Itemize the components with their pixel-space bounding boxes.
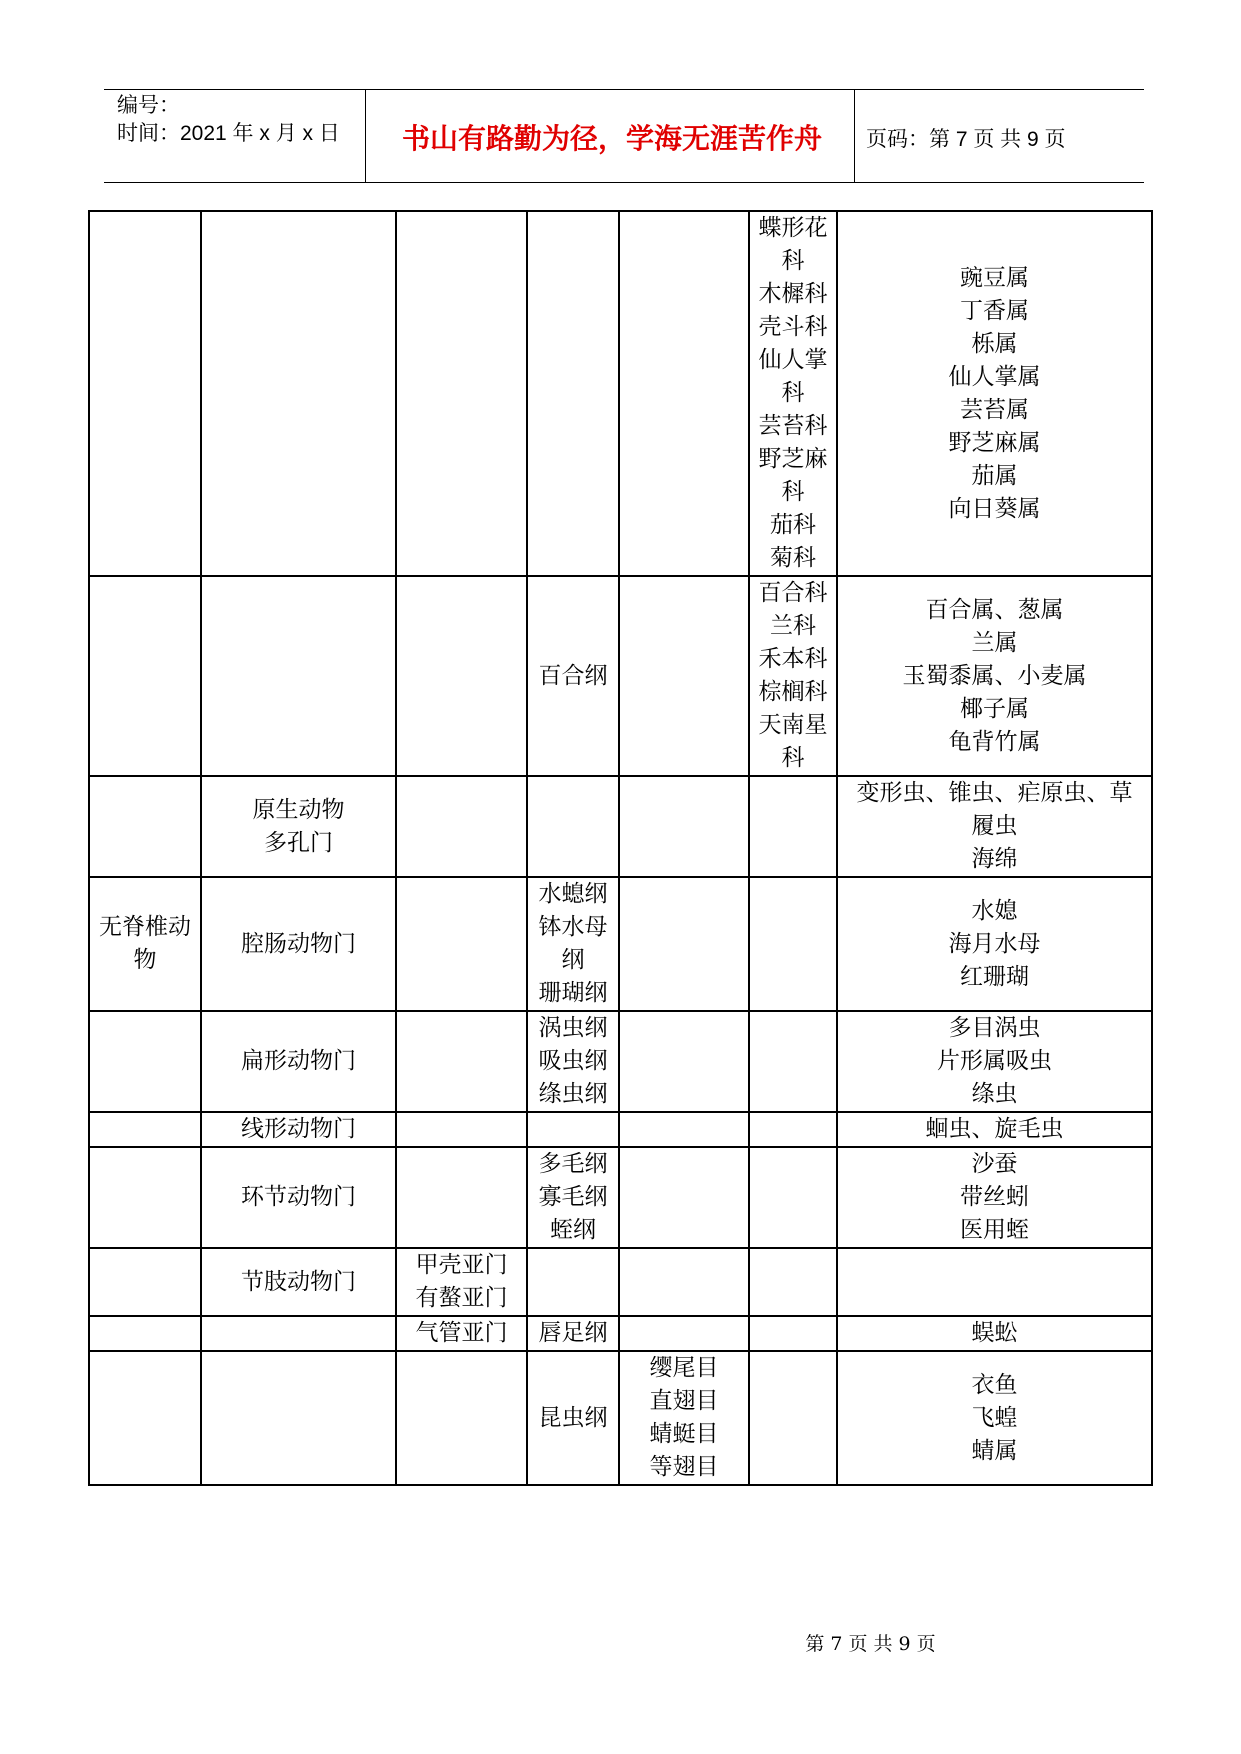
table-cell [396, 877, 527, 1011]
table-cell [201, 1351, 396, 1485]
cell-line: 绦虫纲 [538, 1081, 608, 1107]
table-row [89, 776, 1152, 877]
table-cell [527, 211, 619, 576]
table-row [89, 211, 1152, 576]
cell-line: 珊瑚纲 [538, 980, 608, 1006]
table-cell [619, 1351, 749, 1485]
table-cell [619, 1147, 749, 1248]
table-cell [201, 877, 396, 1011]
cell-line: 海绵 [971, 846, 1018, 872]
table-cell [396, 1011, 527, 1112]
table-cell [527, 576, 619, 776]
cell-line: 甲壳亚门 [415, 1252, 508, 1278]
table-cell [201, 1316, 396, 1351]
header-top-rule [104, 89, 1144, 90]
table-cell [89, 776, 201, 877]
table-cell [837, 877, 1152, 1011]
table-cell [201, 1011, 396, 1112]
table-cell [89, 877, 201, 1011]
cell-text: 蛔虫、旋毛虫 [925, 1116, 1064, 1142]
header-divider-left [365, 89, 366, 182]
cell-line: 寡毛纲 [538, 1184, 608, 1210]
cell-line: 涡虫纲 [538, 1015, 608, 1041]
cell-line: 科 [781, 380, 805, 406]
cell-line: 海月水母 [948, 930, 1041, 957]
table-row [89, 1316, 1152, 1351]
table-cell [749, 776, 837, 877]
cell-line: 百合科 [758, 580, 828, 606]
cell-text: 蜈蚣 [971, 1320, 1018, 1346]
cell-line: 带丝蚓 [960, 1184, 1029, 1210]
cell-line: 缨尾目 [649, 1355, 719, 1381]
cell-line: 芸苔属 [960, 396, 1029, 423]
cell-line: 无脊椎动 [99, 914, 191, 940]
cell-text: 线形动物门 [241, 1116, 356, 1142]
cell-line: 豌豆属 [960, 264, 1029, 291]
cell-text: 腔肠动物门 [241, 930, 356, 957]
cell-line: 水螅纲 [538, 881, 608, 907]
cell-text: 唇足纲 [538, 1320, 608, 1346]
cell-line: 壳斗科 [758, 314, 828, 340]
cell-line: 红珊瑚 [960, 963, 1029, 990]
cell-line: 向日葵属 [948, 495, 1041, 522]
table-cell [396, 776, 527, 877]
cell-line: 椰子属 [960, 695, 1029, 722]
cell-line: 钵水母 [538, 914, 608, 940]
table-cell [89, 1316, 201, 1351]
header-page-info: 页码：第 7 页 共 9 页 [866, 128, 1066, 151]
cell-line: 原生动物 [252, 796, 345, 823]
table-cell [89, 1112, 201, 1147]
header-bottom-rule [104, 182, 1144, 183]
cell-line: 芸苔科 [758, 413, 828, 439]
cell-text: 环节动物门 [241, 1184, 356, 1210]
table-cell [749, 1011, 837, 1112]
table-cell [396, 1351, 527, 1485]
cell-line: 纲 [561, 947, 585, 973]
cell-line: 等翅目 [649, 1454, 719, 1480]
cell-line: 科 [781, 248, 805, 274]
table-cell [201, 776, 396, 877]
table-cell [396, 1112, 527, 1147]
table-cell [619, 877, 749, 1011]
cell-line: 蜻蜓目 [649, 1421, 719, 1447]
cell-line: 棕榈科 [758, 679, 828, 705]
table-cell [396, 1147, 527, 1248]
cell-line: 多目涡虫 [948, 1015, 1041, 1041]
table-cell [837, 576, 1152, 776]
header-motto: 书山有路勤为径，学海无涯苦作舟 [401, 122, 822, 155]
table-row [89, 1011, 1152, 1112]
header-meta [117, 92, 340, 148]
table-cell [619, 1011, 749, 1112]
cell-line: 蜻属 [971, 1437, 1018, 1464]
table-cell [89, 1011, 201, 1112]
cell-line: 仙人掌属 [948, 363, 1041, 390]
table-row [89, 1351, 1152, 1485]
table-cell [619, 1316, 749, 1351]
table-cell [749, 1112, 837, 1147]
table-cell [837, 1011, 1152, 1112]
cell-line: 玉蜀黍属、小麦属 [902, 662, 1087, 689]
table-cell [619, 576, 749, 776]
doc-number-label: 编号： [117, 94, 180, 117]
table-cell [749, 877, 837, 1011]
table-cell [527, 1351, 619, 1485]
table-cell [201, 1248, 396, 1316]
table-cell [396, 576, 527, 776]
table-cell [527, 776, 619, 877]
table-cell [396, 211, 527, 576]
cell-line: 龟背竹属 [948, 728, 1041, 755]
cell-line: 茄科 [770, 512, 816, 538]
table-cell [201, 1147, 396, 1248]
table-cell [837, 1316, 1152, 1351]
table-cell [89, 1351, 201, 1485]
cell-line: 科 [781, 479, 805, 505]
table-cell [619, 1112, 749, 1147]
table-cell [749, 1351, 837, 1485]
table-cell [89, 1248, 201, 1316]
cell-line: 野芝麻属 [948, 429, 1041, 456]
table-cell [89, 1147, 201, 1248]
cell-line: 绦虫 [971, 1081, 1018, 1107]
table-cell [619, 211, 749, 576]
table-cell [837, 776, 1152, 877]
table-cell [837, 1351, 1152, 1485]
cell-line: 禾本科 [758, 646, 828, 672]
cell-line: 水媳 [971, 897, 1018, 924]
cell-line: 兰属 [971, 629, 1018, 656]
table-cell [619, 776, 749, 877]
cell-line: 兰科 [770, 613, 816, 639]
cell-line: 蛭纲 [550, 1217, 596, 1243]
cell-line: 物 [133, 947, 157, 973]
cell-line: 变形虫、锥虫、疟原虫、草 [856, 780, 1133, 806]
table-cell [749, 576, 837, 776]
table-cell [201, 1112, 396, 1147]
cell-line: 菊科 [770, 545, 816, 571]
table-cell [527, 877, 619, 1011]
doc-time: 时间：2021 年 x 月 x 日 [117, 122, 340, 145]
table-cell [837, 1147, 1152, 1248]
cell-text: 百合纲 [538, 662, 608, 689]
table-cell [619, 1248, 749, 1316]
cell-line: 栎属 [971, 330, 1018, 357]
cell-line: 直翅目 [649, 1388, 719, 1414]
table-row [89, 1112, 1152, 1147]
table-cell [396, 1316, 527, 1351]
cell-text: 昆虫纲 [538, 1404, 608, 1431]
table-cell [201, 576, 396, 776]
table-cell [749, 1316, 837, 1351]
table-cell [527, 1147, 619, 1248]
page-footer-text: 第 7 页 共 9 页 [805, 1633, 936, 1655]
cell-line: 蝶形花 [758, 215, 828, 241]
table-cell [89, 211, 201, 576]
cell-line: 多毛纲 [538, 1151, 608, 1177]
table-cell [837, 1248, 1152, 1316]
cell-line: 丁香属 [960, 297, 1029, 324]
table-row [89, 1248, 1152, 1316]
table-cell [837, 211, 1152, 576]
taxonomy-table [88, 210, 1153, 1486]
cell-line: 有螯亚门 [415, 1285, 508, 1311]
cell-text: 节肢动物门 [241, 1268, 356, 1295]
cell-line: 野芝麻 [758, 446, 828, 472]
table-cell [837, 1112, 1152, 1147]
cell-text: 气管亚门 [415, 1320, 508, 1346]
table-cell [749, 211, 837, 576]
cell-line: 履虫 [971, 813, 1018, 839]
table-cell [527, 1248, 619, 1316]
cell-line: 片形属吸虫 [937, 1048, 1052, 1074]
cell-line: 百合属、葱属 [925, 596, 1064, 623]
page-footer [0, 1629, 1241, 1656]
table-cell [527, 1011, 619, 1112]
table-cell [201, 211, 396, 576]
table-cell [749, 1248, 837, 1316]
table-cell [89, 576, 201, 776]
cell-line: 茄属 [971, 462, 1018, 489]
table-row [89, 1147, 1152, 1248]
cell-line: 医用蛭 [960, 1217, 1029, 1243]
cell-line: 飞蝗 [971, 1404, 1018, 1431]
table-cell [396, 1248, 527, 1316]
cell-line: 科 [781, 745, 805, 771]
cell-line: 吸虫纲 [538, 1048, 608, 1074]
table-cell [527, 1316, 619, 1351]
cell-line: 天南星 [758, 712, 828, 738]
table-row [89, 576, 1152, 776]
cell-line: 沙蚕 [971, 1151, 1018, 1177]
cell-line: 仙人掌 [758, 347, 828, 373]
cell-line: 木樨科 [758, 281, 828, 307]
cell-line: 衣鱼 [971, 1371, 1018, 1398]
table-row [89, 877, 1152, 1011]
cell-text: 扁形动物门 [241, 1048, 356, 1074]
table-cell [527, 1112, 619, 1147]
cell-line: 多孔门 [264, 829, 333, 856]
table-cell [749, 1147, 837, 1248]
